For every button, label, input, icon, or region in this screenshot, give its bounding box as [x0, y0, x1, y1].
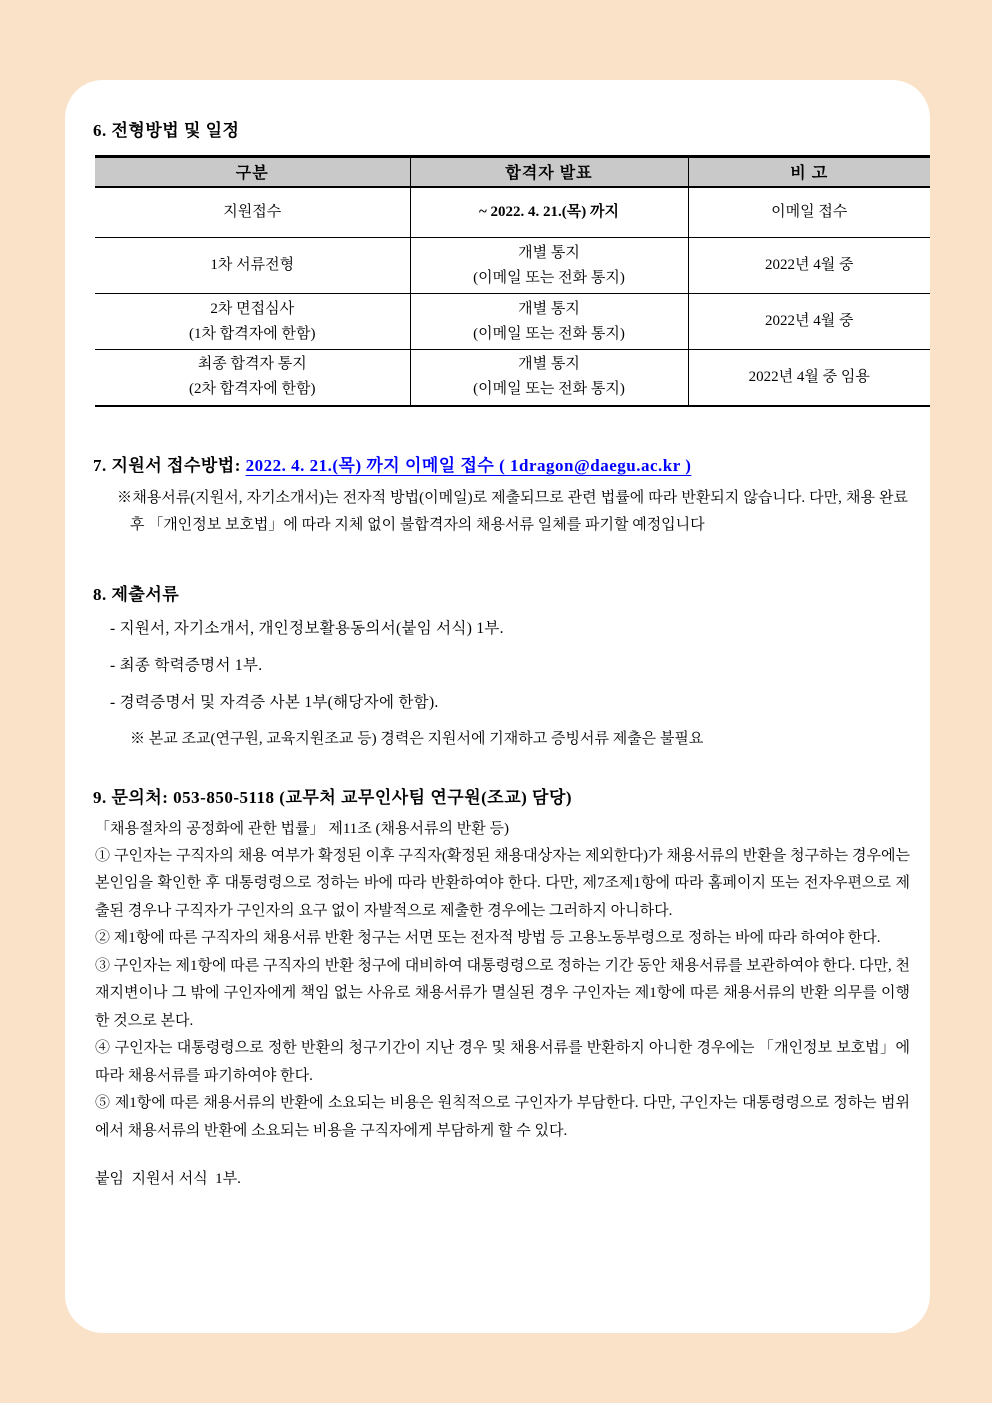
col-header-announcement: 합격자 발표 — [410, 157, 688, 187]
cell-category — [95, 294, 410, 350]
cell-text: (이메일 또는 전화 통지) — [473, 325, 625, 342]
cell-announcement — [410, 350, 688, 406]
section8-note: ※ 본교 조교(연구원, 교육지원조교 등) 경력은 지원서에 기재하고 증빙서류 제출은 불필요 — [130, 730, 704, 747]
cell-category — [95, 350, 410, 406]
cell-text: 최종 합격자 통지 — [197, 356, 307, 373]
law-clause-2: ② 제1항에 따른 구직자의 채용서류 반환 청구는 서면 또는 전자적 방법 등 고용노동부령으로 정하는 바에 따라 하여야 한다. — [95, 930, 881, 946]
cell-text: (2차 합격자에 한함) — [189, 381, 316, 398]
cell-text: 지원접수 — [223, 203, 282, 220]
cell-text: 1차 서류전형 — [210, 257, 295, 273]
table-row — [95, 187, 930, 238]
cell-text: 이메일 접수 — [771, 203, 848, 220]
cell-text: (1차 합격자에 한함) — [189, 325, 316, 342]
cell-remarks — [688, 294, 930, 350]
section7-heading-label: 7. 지원서 접수방법: — [93, 455, 246, 475]
schedule-table — [95, 155, 930, 407]
cell-text: ~ 2022. 4. 21.(목) 까지 — [478, 203, 619, 220]
cell-text: 2022년 4월 중 임용 — [748, 368, 870, 385]
table-row — [95, 238, 930, 294]
cell-announcement — [410, 294, 688, 350]
email-submission-link[interactable]: 2022. 4. 21.(목) 까지 이메일 접수 ( 1dragon@daegu.ac.kr ) — [245, 455, 692, 475]
law-clause-5: ⑤ 제1항에 따른 채용서류의 반환에 소요되는 비용은 원칙적으로 구인자가 부담한다. 다만, 구인자는 대통령령으로 정하는 범위에서 채용서류의 반환에 소요되는 비용을 구직자에게 부담하게 할 수 있다. — [95, 1095, 910, 1139]
law-clause-1: ① 구인자는 구직자의 채용 여부가 확정된 이후 구직자(확정된 채용대상자는 제외한다)가 채용서류의 반환을 청구하는 경우에는 본인임을 확인한 후 대통령령으로 정하는 바에 따라 반환하여야 한다. 다만, 제7조제1항에 따라 홈페이지 또는 전자우편으로 제출된 경우나 구직자가 구인자의 요구 없이 자발적으로 제출한 경우에는 그러하지 아니하다. — [95, 847, 910, 919]
table-row — [95, 294, 930, 350]
cell-remarks — [688, 187, 930, 238]
section9-heading: 9. 문의처: 053-850-5118 (교무처 교무인사팀 연구원(조교) 담당) — [93, 787, 573, 807]
law-clause-3: ③ 구인자는 제1항에 따른 구직자의 반환 청구에 대비하여 대통령령으로 정하는 기간 동안 채용서류를 보관하여야 한다. 다만, 천재지변이나 그 밖에 구인자에게 책임 없는 사유로 채용서류가 멸실된 경우 구인자는 제1항에 따른 채용서류의 반환 의무를 이행한 것으로 본다. — [95, 957, 910, 1029]
cell-text: 개별 통지 — [518, 300, 580, 317]
col-header-remarks: 비 고 — [688, 157, 930, 187]
document-page — [65, 80, 930, 1333]
cell-text: 2차 면접심사 — [210, 300, 295, 317]
cell-text: 2022년 4월 중 — [765, 257, 854, 273]
law-title: 「채용절차의 공정화에 관한 법률」 제11조 (채용서류의 반환 등) — [95, 820, 509, 837]
cell-remarks — [688, 238, 930, 294]
list-item: - 경력증명서 및 자격증 사본 1부(해당자에 한함). — [110, 693, 439, 711]
list-item: - 지원서, 자기소개서, 개인정보활용동의서(붙임 서식) 1부. — [110, 619, 504, 637]
cell-text: 개별 통지 — [518, 244, 580, 261]
cell-text: 개별 통지 — [518, 356, 580, 373]
section7-heading — [93, 451, 930, 476]
cell-category — [95, 238, 410, 294]
section8-heading: 8. 제출서류 — [93, 584, 180, 604]
col-header-category: 구분 — [95, 157, 410, 187]
cell-remarks — [688, 350, 930, 406]
cell-text: 2022년 4월 중 — [765, 313, 854, 329]
law-clause-4: ④ 구인자는 대통령령으로 정한 반환의 청구기간이 지난 경우 및 채용서류를 반환하지 아니한 경우에는 「개인정보 보호법」에 따라 채용서류를 파기하여야 한다. — [95, 1040, 910, 1084]
cell-category — [95, 187, 410, 238]
section6-heading: 6. 전형방법 및 일정 — [93, 121, 240, 140]
document-list — [110, 615, 908, 716]
list-item: - 최종 학력증명서 1부. — [110, 656, 263, 674]
attachment-line: 붙임 지원서 서식 1부. — [95, 1171, 241, 1187]
cell-announcement — [410, 238, 688, 294]
table-header-row — [95, 157, 930, 187]
cell-announcement — [410, 187, 688, 238]
cell-text: (이메일 또는 전화 통지) — [473, 269, 625, 286]
table-row — [95, 350, 930, 406]
section7-note: ※채용서류(지원서, 자기소개서)는 전자적 방법(이메일)로 제출되므로 관련 법률에 따라 반환되지 않습니다. 다만, 채용 완료 후 「개인정보 보호법」에 따라 지체 없이 불합격자의 채용서류 일체를 파기할 예정입니다 — [117, 489, 908, 533]
cell-text: (이메일 또는 전화 통지) — [473, 381, 625, 398]
